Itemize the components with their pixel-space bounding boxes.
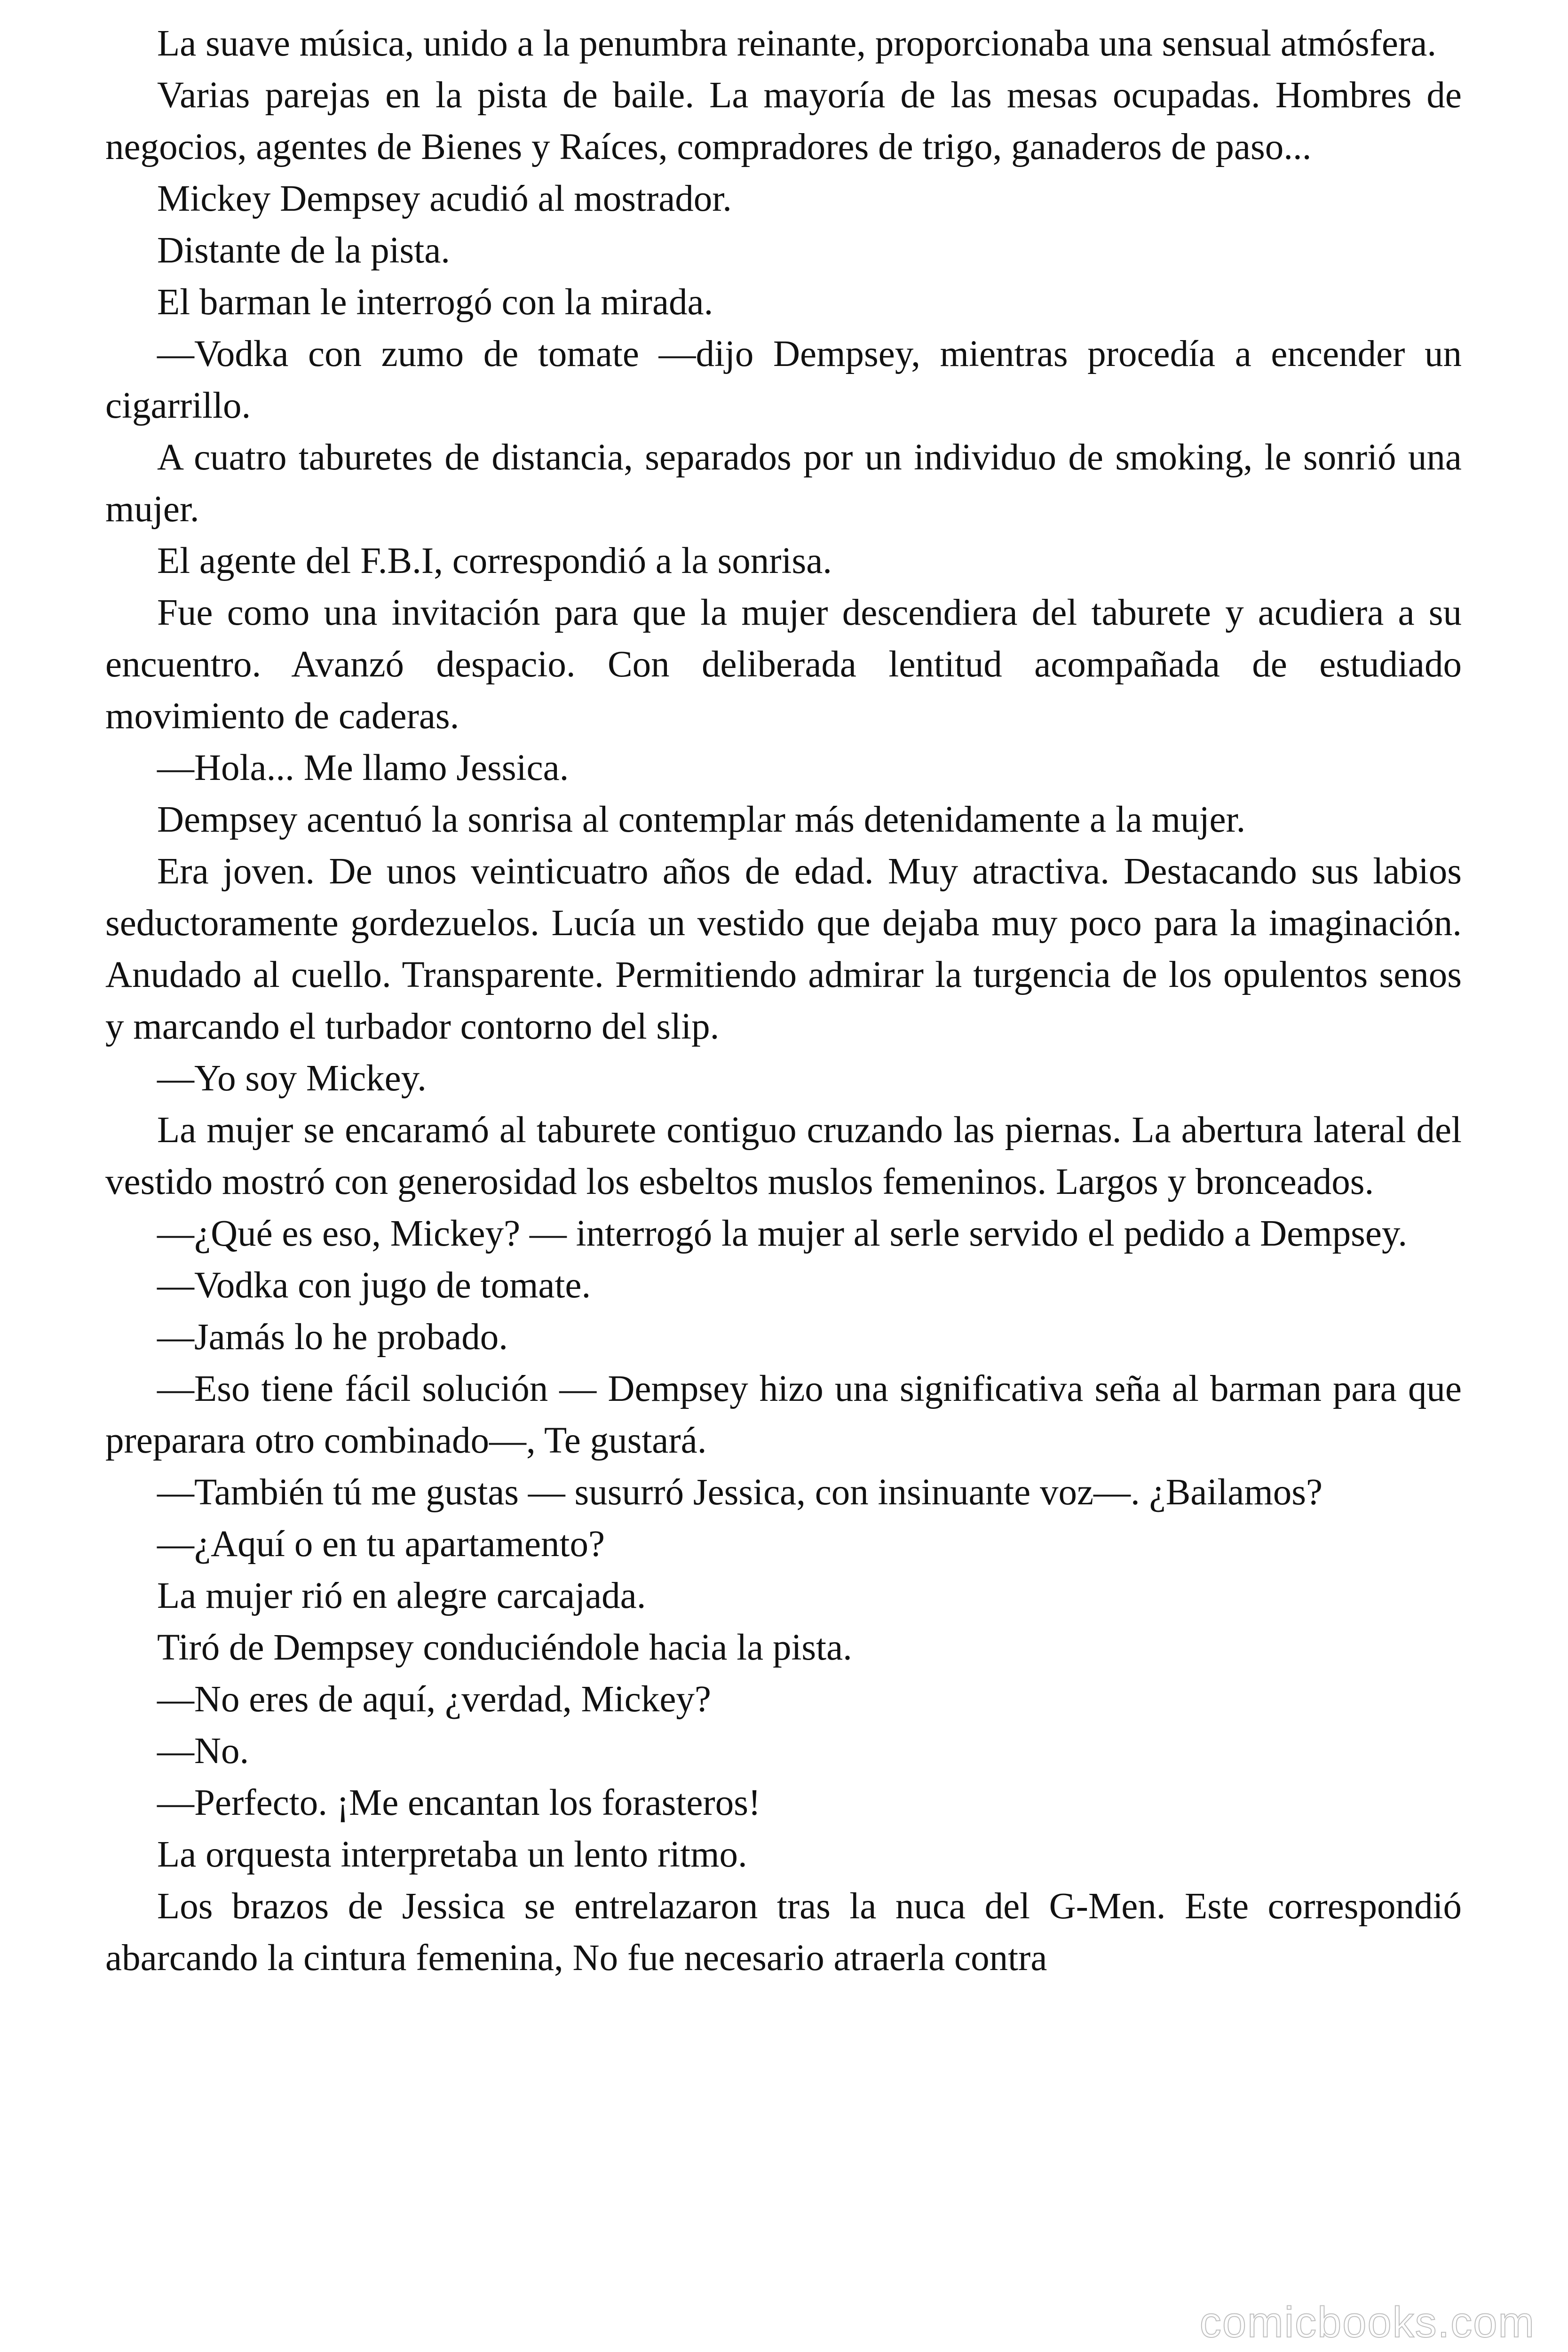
paragraph: La orquesta interpretaba un lento ritmo. [157,1834,747,1875]
watermark: comicbooks.com [1199,2298,1535,2346]
paragraph: —No eres de aquí, ¿verdad, Mickey? [157,1679,711,1720]
paragraph: —Yo soy Mickey. [157,1058,427,1099]
book-page-text [105,18,1462,1984]
paragraph: —Vodka con jugo de tomate. [157,1265,591,1306]
paragraph: —Jamás lo he probado. [157,1317,508,1358]
paragraph: La suave música, unido a la penumbra reinante, proporcionaba una sensual atmósfera. [157,23,1437,64]
paragraph: Fue como una invitación para que la mujer descendiera del taburete y acudiera a su encuentro. Avanzó despacio. Con deliberada lentitud acompañada de estudiado movimiento de caderas. [105,592,1462,737]
paragraph: Dempsey acentuó la sonrisa al contemplar más detenidamente a la mujer. [157,799,1246,840]
paragraph: A cuatro taburetes de distancia, separados por un individuo de smoking, le sonrió una mujer. [105,437,1462,530]
paragraph: El agente del F.B.I, correspondió a la sonrisa. [157,540,832,581]
paragraph: —Perfecto. ¡Me encantan los forasteros! [157,1782,761,1823]
paragraph: Mickey Dempsey acudió al mostrador. [157,178,732,219]
paragraph: La mujer se encaramó al taburete contiguo cruzando las piernas. La abertura lateral del vestido mostró con generosidad los esbeltos muslos femeninos. Largos y bronceados. [105,1110,1462,1202]
paragraph: Tiró de Dempsey conduciéndole hacia la pista. [157,1627,852,1668]
paragraph: Varias parejas en la pista de baile. La mayoría de las mesas ocupadas. Hombres de negocios, agentes de Bienes y Raíces, compradores de trigo, ganaderos de paso... [105,75,1462,167]
paragraph: Era joven. De unos veinticuatro años de edad. Muy atractiva. Destacando sus labios seductoramente gordezuelos. Lucía un vestido que dejaba muy poco para la imaginación. Anudado al cuello. Transparente. Permitiendo admirar la turgencia de los opulentos senos y marcando el turbador contorno del slip. [105,851,1462,1047]
paragraph: —También tú me gustas — susurró Jessica, con insinuante voz—. ¿Bailamos? [157,1472,1323,1513]
paragraph: —Hola... Me llamo Jessica. [157,747,569,788]
paragraph: Distante de la pista. [157,230,451,271]
paragraph: —No. [157,1731,249,1772]
paragraph: —Vodka con zumo de tomate —dijo Dempsey, mientras procedía a encender un cigarrillo. [105,334,1462,426]
paragraph: —¿Qué es eso, Mickey? — interrogó la mujer al serle servido el pedido a Dempsey. [157,1213,1408,1254]
paragraph: El barman le interrogó con la mirada. [157,282,713,323]
paragraph: La mujer rió en alegre carcajada. [157,1575,646,1616]
paragraph: —Eso tiene fácil solución — Dempsey hizo una significativa seña al barman para que preparara otro combinado—, Te gustará. [105,1368,1462,1461]
paragraph: —¿Aquí o en tu apartamento? [157,1524,605,1565]
paragraph: Los brazos de Jessica se entrelazaron tras la nuca del G-Men. Este correspondió abarcando la cintura femenina, No fue necesario atraerla contra [105,1886,1462,1979]
